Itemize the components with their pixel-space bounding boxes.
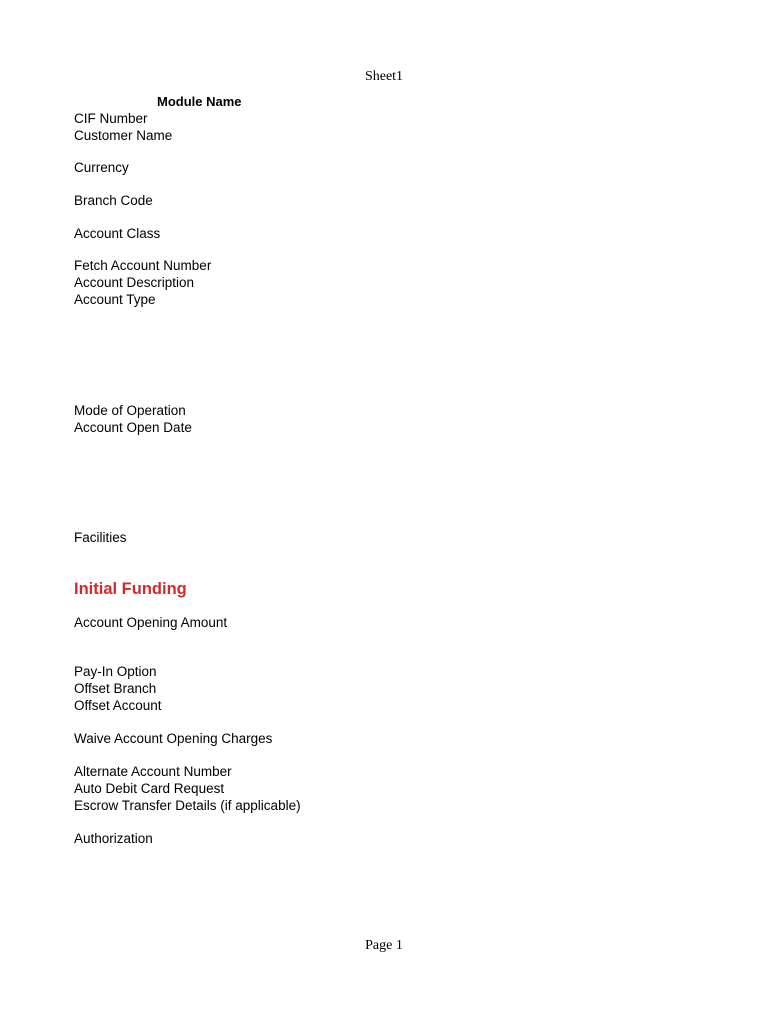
field-customer-name: Customer Name [74,128,173,143]
field-account-open-date: Account Open Date [74,420,192,435]
field-mode-of-operation: Mode of Operation [74,403,186,418]
field-account-description: Account Description [74,275,195,290]
field-offset-branch: Offset Branch [74,681,157,696]
page-footer-page-number: Page 1 [365,938,403,953]
field-alternate-account-number: Alternate Account Number [74,764,232,779]
field-offset-account: Offset Account [74,698,162,713]
field-pay-in-option: Pay-In Option [74,664,157,679]
field-waive-account-opening-charges: Waive Account Opening Charges [74,731,273,746]
field-auto-debit-card-request: Auto Debit Card Request [74,781,225,796]
field-branch-code: Branch Code [74,193,153,208]
field-currency: Currency [74,160,129,175]
field-cif-number: CIF Number [74,111,148,126]
page-header-sheet-name: Sheet1 [364,69,404,84]
column-header-module-name: Module Name [157,94,242,109]
section-title-initial-funding: Initial Funding [74,580,187,598]
field-account-opening-amount: Account Opening Amount [74,615,228,630]
field-authorization: Authorization [74,831,153,846]
field-facilities: Facilities [74,530,127,545]
field-escrow-transfer-details: Escrow Transfer Details (if applicable) [74,798,301,813]
field-fetch-account-number: Fetch Account Number [74,258,212,273]
field-account-type: Account Type [74,292,156,307]
field-account-class: Account Class [74,226,161,241]
